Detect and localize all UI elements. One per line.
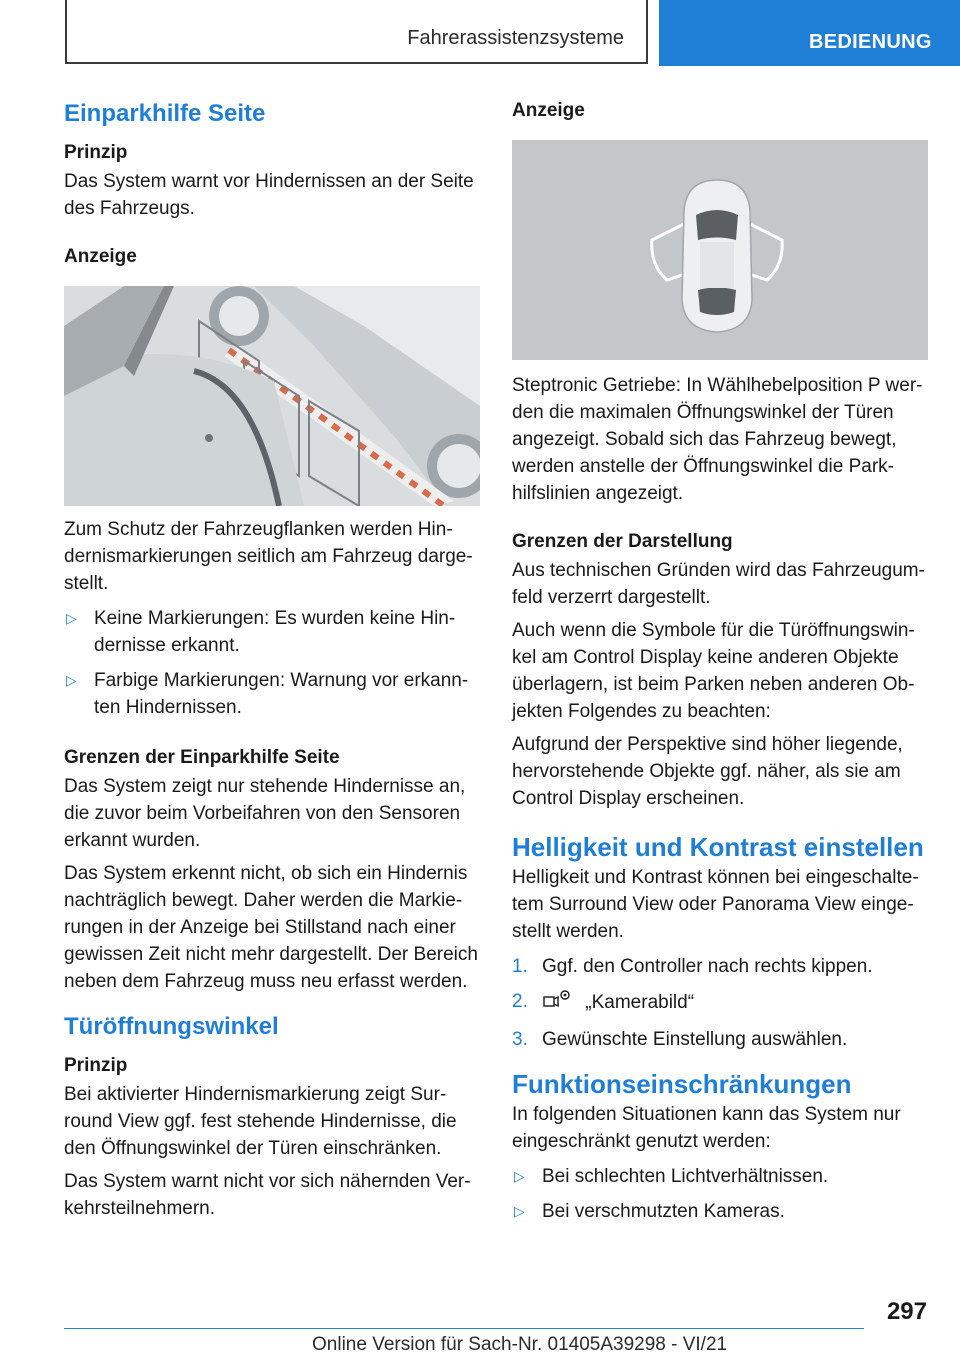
steptronic-text: Steptronic Getriebe: In Wählhebelposition P werden die maximalen Öffnungswinkel der Türen angezeigt. Sobald sich das Fahrzeug bewegt, werden anstelle der Öffnungswinkel die Parkhilfslinien angezeigt. [512, 375, 923, 504]
tuer-prinzip-heading: Prinzip [64, 1055, 128, 1076]
step-number: 3. [512, 1029, 528, 1050]
darstellung-text-1: Aus technischen Gründen wird das Fahrzeugumfeld verzerrt dargestellt. [512, 560, 925, 608]
darstellung-text-3: Aufgrund der Perspektive sind höher liegende, hervorstehende Objekte ggf. näher, als sie am Control Display erscheinen. [512, 734, 903, 809]
list-item: 2. „Kamerabild“ [512, 988, 930, 1018]
list-item: ▷ Keine Markierungen: Es wurden keine Hindernisse erkannt. [64, 605, 482, 659]
list-item: 3. Gewünschte Einstellung auswählen. [512, 1026, 930, 1053]
list-item: ▷ Farbige Markierungen: Warnung vor erkannten Hindernissen. [64, 667, 482, 721]
prinzip-text: Das System warnt vor Hindernissen an der Seite des Fahrzeugs. [64, 171, 474, 219]
left-column [64, 100, 482, 1228]
helligkeit-steps [512, 953, 930, 1053]
footer-online-version: Online Version für Sach-Nr. 01405A39298 - VI/21 [312, 1334, 728, 1355]
grenzen-darstellung-heading: Grenzen der Darstellung [512, 531, 733, 552]
tuer-text-1: Bei aktivierter Hindernismarkierung zeigt Surround View ggf. fest stehende Hindernisse, die den Öffnungswinkel der Türen einschränken. [64, 1084, 457, 1159]
funk-text: In folgenden Situationen kann das System nur eingeschränkt genutzt werden: [512, 1104, 901, 1152]
triangle-right-icon: ▷ [514, 1168, 525, 1184]
section-title-tueroeffnungswinkel: Türöffnungswinkel [64, 1013, 279, 1040]
grenzen-text-2: Das System erkennt nicht, ob sich ein Hindernis nachträglich bewegt. Daher werden die Markierungen in der Anzeige bei Stillstand nach einer gewissen Zeit nicht mehr dargestellt. Der Bereich neben dem Fahrzeug muss neu erfasst werden. [64, 863, 478, 992]
list-item: ▷ Bei schlechten Lichtverhältnissen. [512, 1163, 930, 1190]
helligkeit-text: Helligkeit und Kontrast können bei eingeschaltetem Surround View oder Panorama View eingestellt werden. [512, 867, 919, 942]
camera-settings-icon [542, 988, 572, 1018]
list-item: ▷ Bei verschmutzten Kameras. [512, 1198, 930, 1225]
darstellung-text-2: Auch wenn die Symbole für die Türöffnungswinkel am Control Display keine anderen Objekte überlagern, ist beim Parken neben anderen Objekten Folgendes zu beachten: [512, 620, 915, 722]
prinzip-heading: Prinzip [64, 142, 128, 163]
page-number: 297 [886, 1298, 927, 1325]
tuer-text-2: Das System warnt nicht vor sich nähernden Verkehrsteilnehmern. [64, 1171, 471, 1219]
step-number: 2. [512, 991, 528, 1012]
section-title-helligkeit: Helligkeit und Kontrast einstellen [512, 832, 924, 862]
triangle-right-icon: ▷ [66, 672, 77, 688]
section-title-funktionseinschraenkungen: Funktionseinschränkungen [512, 1069, 852, 1099]
triangle-right-icon: ▷ [514, 1203, 525, 1219]
list-item: 1. Ggf. den Controller nach rechts kippen. [512, 953, 930, 980]
triangle-right-icon: ▷ [66, 610, 77, 626]
header-chapter-tab [659, 0, 960, 66]
step-number: 1. [512, 956, 528, 977]
header-section-title: Fahrerassistenzsysteme [407, 27, 624, 49]
header-chapter-label: BEDIENUNG [809, 31, 932, 53]
anzeige-heading: Anzeige [64, 246, 137, 267]
anzeige-heading-right: Anzeige [512, 100, 585, 121]
section-title-einparkhilfe: Einparkhilfe Seite [64, 100, 266, 127]
image-caption: Zum Schutz der Fahrzeugflanken werden Hindernismarkierungen seitlich am Fahrzeug dargestellt. [64, 519, 473, 594]
door-angle-illustration [512, 140, 928, 360]
grenzen-text-1: Das System zeigt nur stehende Hindernisse an, die zuvor beim Vorbeifahren von den Sensoren erkannt wurden. [64, 776, 466, 851]
door-angle-image [512, 140, 928, 360]
footer-divider [64, 1328, 864, 1329]
header-section-box [65, 0, 648, 64]
right-column [512, 100, 930, 1233]
funk-list [512, 1163, 930, 1225]
side-parking-image [64, 286, 480, 506]
grenzen-einparkhilfe-heading: Grenzen der Einparkhilfe Seite [64, 747, 340, 768]
side-parking-illustration [64, 286, 480, 506]
markierung-list [64, 605, 482, 721]
